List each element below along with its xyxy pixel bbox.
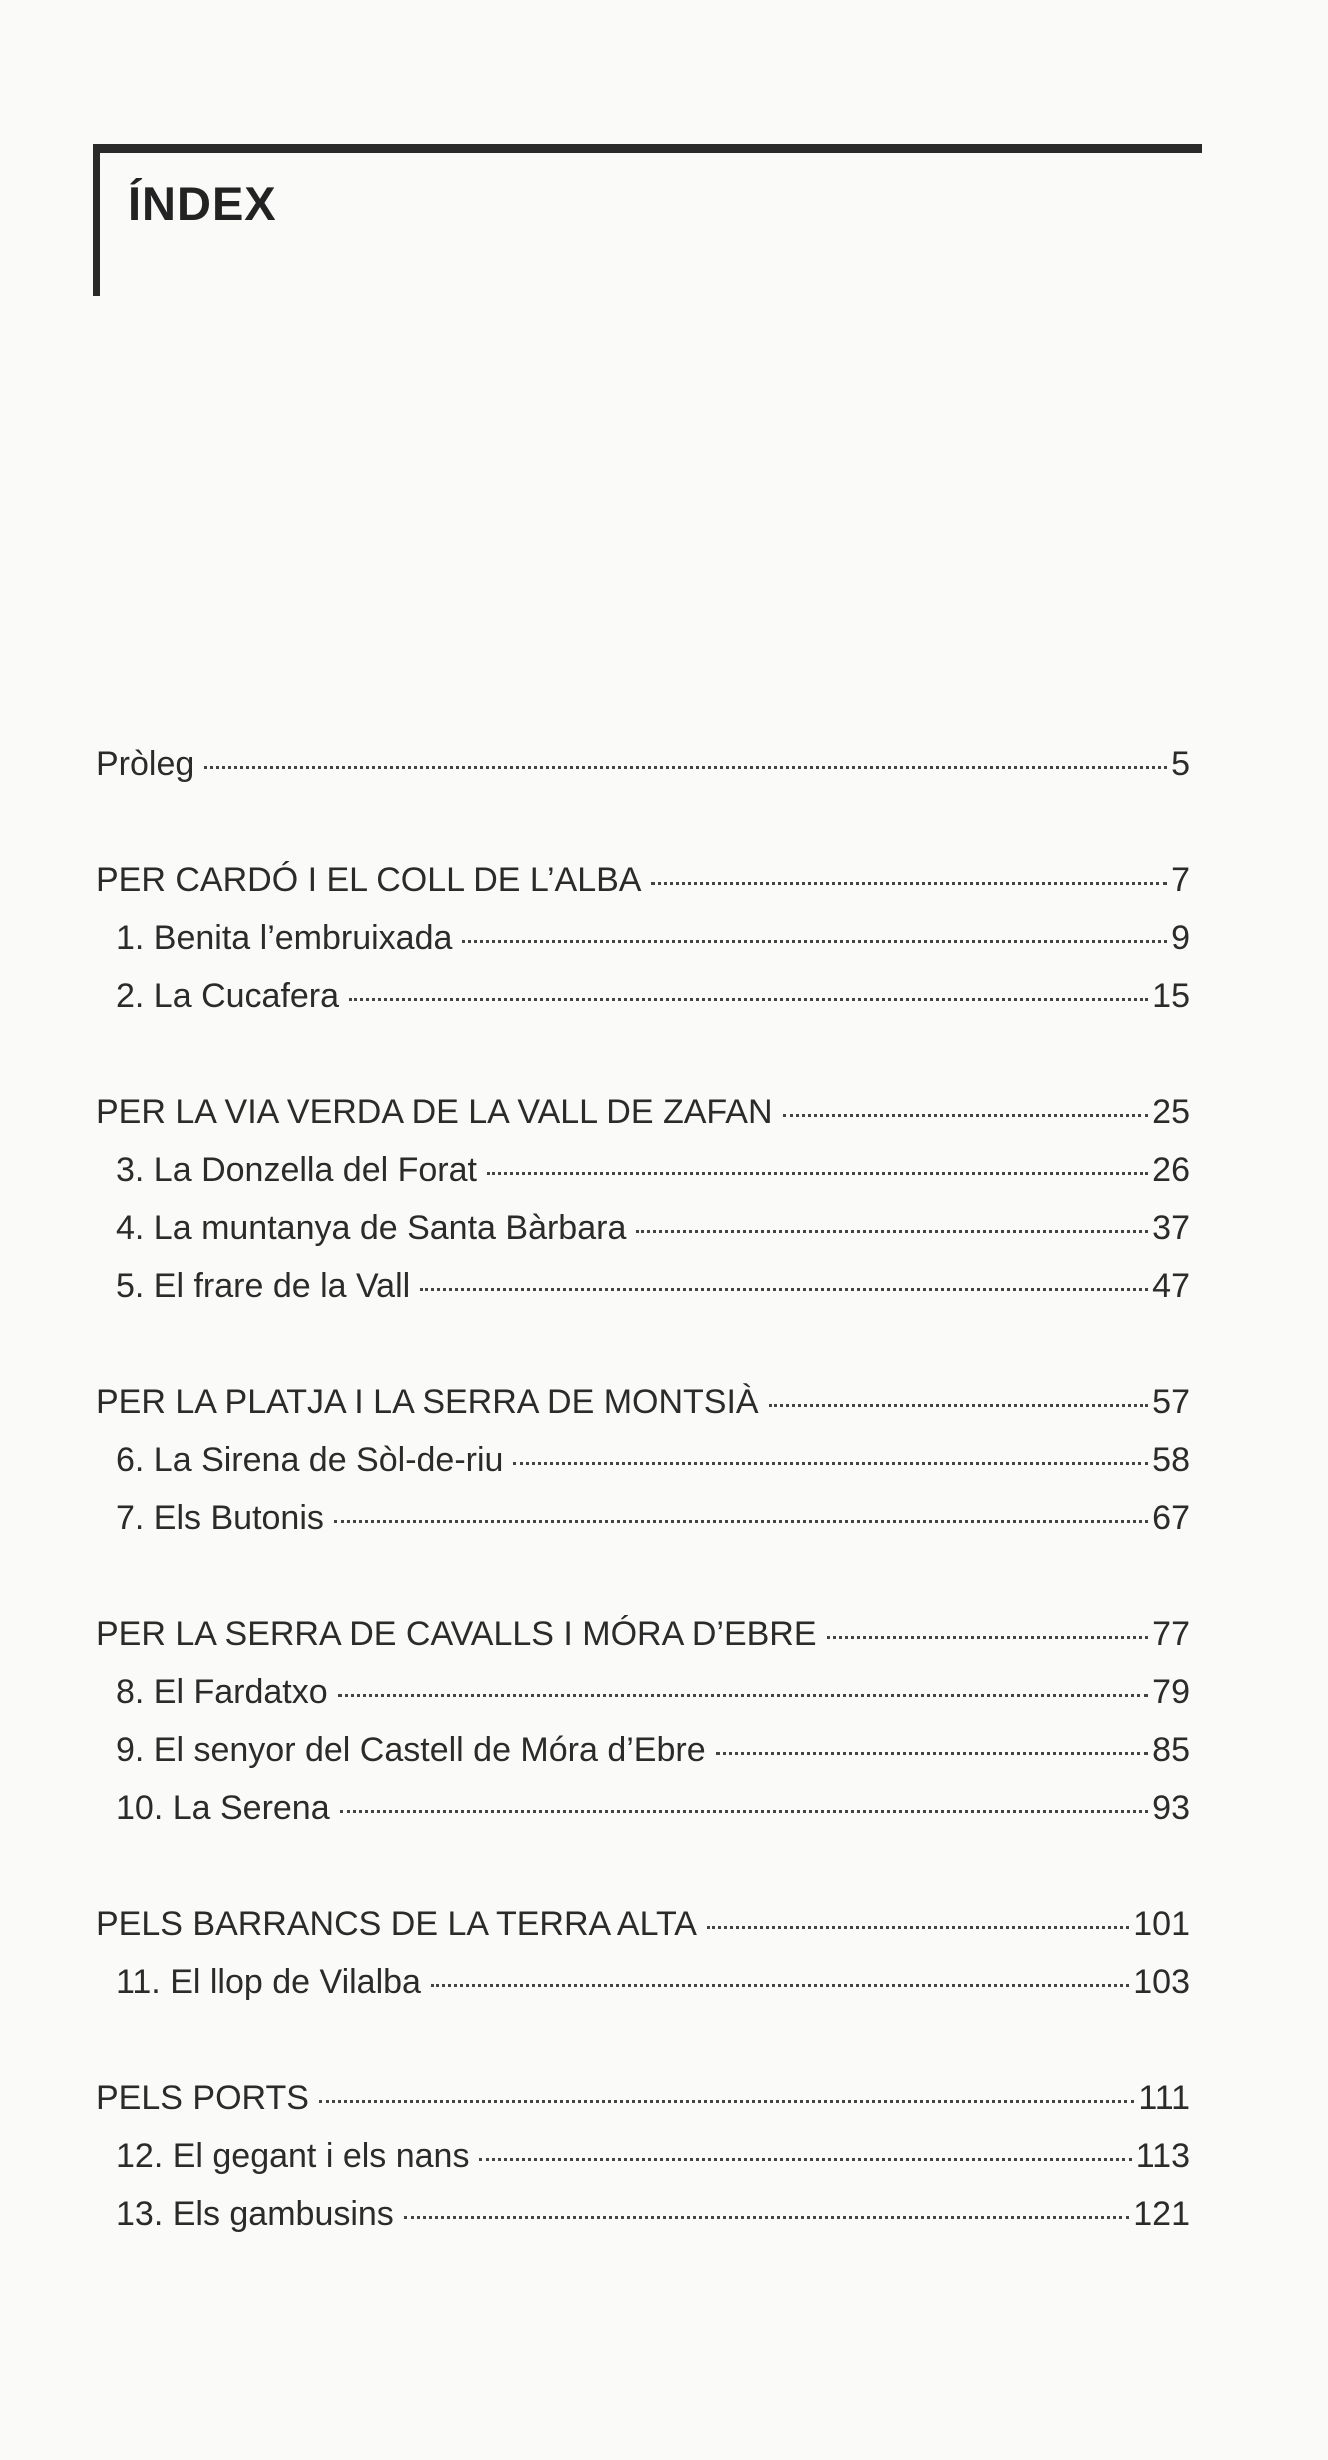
toc-entry-label: 7. Els Butonis (116, 1499, 324, 1537)
header-left-rule (93, 144, 100, 296)
toc-section-heading[interactable] (96, 1615, 1190, 1673)
toc-entry-page-number: 103 (1133, 1963, 1190, 2001)
toc-entry-page-number: 93 (1152, 1789, 1190, 1827)
toc-entry-label: 12. El gegant i els nans (116, 2137, 470, 2175)
toc-entry[interactable] (96, 2137, 1190, 2195)
toc-section-heading-label: PER LA VIA VERDA DE LA VALL DE ZAFAN (96, 1093, 773, 1131)
toc-entry-page-number: 79 (1152, 1673, 1190, 1711)
dot-leader (338, 1694, 1149, 1697)
toc-entry[interactable] (96, 1441, 1190, 1499)
table-of-contents (96, 745, 1190, 2311)
toc-entry-label: 3. La Donzella del Forat (116, 1151, 477, 1189)
dot-leader (636, 1230, 1148, 1233)
toc-entry[interactable] (96, 1731, 1190, 1789)
toc-section-heading-page-number: 7 (1171, 861, 1190, 899)
toc-section-heading-label: PELS BARRANCS DE LA TERRA ALTA (96, 1905, 697, 1943)
toc-section-heading[interactable] (96, 861, 1190, 919)
dot-leader (204, 766, 1167, 769)
toc-section-heading[interactable] (96, 745, 1190, 803)
toc-section (96, 1383, 1190, 1557)
toc-entry[interactable] (96, 1963, 1190, 2021)
toc-entry-page-number: 58 (1152, 1441, 1190, 1479)
dot-leader (707, 1926, 1129, 1929)
toc-section-heading-page-number: 111 (1138, 2079, 1190, 2117)
toc-section-heading-label: PER CARDÓ I EL COLL DE L’ALBA (96, 861, 642, 899)
dot-leader (651, 882, 1167, 885)
toc-entry-label: 5. El frare de la Vall (116, 1267, 411, 1305)
toc-section-heading-label: Pròleg (96, 745, 195, 783)
toc-entry[interactable] (96, 1789, 1190, 1847)
toc-entry[interactable] (96, 919, 1190, 977)
toc-entry-page-number: 113 (1135, 2137, 1190, 2175)
toc-section (96, 2079, 1190, 2253)
toc-entry-page-number: 85 (1152, 1731, 1190, 1769)
toc-entry-label: 11. El llop de Vilalba (116, 1963, 421, 2001)
dot-leader (769, 1404, 1149, 1407)
toc-entry[interactable] (96, 977, 1190, 1035)
toc-entry-label: 6. La Sirena de Sòl-de-riu (116, 1441, 504, 1479)
toc-entry-page-number: 15 (1152, 977, 1190, 1015)
dot-leader (334, 1520, 1148, 1523)
toc-section-heading-page-number: 25 (1152, 1093, 1190, 1131)
toc-section (96, 1905, 1190, 2021)
toc-section-heading-page-number: 5 (1171, 745, 1190, 783)
toc-section-heading[interactable] (96, 1383, 1190, 1441)
dot-leader (349, 998, 1148, 1001)
dot-leader (404, 2216, 1129, 2219)
toc-section-heading[interactable] (96, 1905, 1190, 1963)
dot-leader (513, 1462, 1148, 1465)
toc-entry-label: 13. Els gambusins (116, 2195, 394, 2233)
toc-entry[interactable] (96, 1209, 1190, 1267)
toc-entry[interactable] (96, 1267, 1190, 1325)
dot-leader (340, 1810, 1149, 1813)
dot-leader (827, 1636, 1149, 1639)
toc-entry-page-number: 37 (1152, 1209, 1190, 1247)
toc-section-heading-page-number: 77 (1152, 1615, 1190, 1653)
page-title: ÍNDEX (128, 177, 277, 230)
toc-section (96, 861, 1190, 1035)
toc-section (96, 1093, 1190, 1325)
dot-leader (431, 1984, 1129, 1987)
dot-leader (783, 1114, 1149, 1117)
toc-entry-label: 10. La Serena (116, 1789, 330, 1827)
toc-entry-page-number: 26 (1152, 1151, 1190, 1189)
toc-section-heading-label: PER LA SERRA DE CAVALLS I MÓRA D’EBRE (96, 1615, 817, 1653)
toc-entry-label: 9. El senyor del Castell de Móra d’Ebre (116, 1731, 706, 1769)
toc-section-heading-page-number: 101 (1133, 1905, 1190, 1943)
toc-entry-page-number: 9 (1171, 919, 1190, 957)
dot-leader (319, 2100, 1134, 2103)
toc-section-heading[interactable] (96, 2079, 1190, 2137)
toc-entry-label: 1. Benita l’embruixada (116, 919, 453, 957)
toc-entry-label: 8. El Fardatxo (116, 1673, 328, 1711)
toc-section (96, 1615, 1190, 1847)
toc-entry-label: 2. La Cucafera (116, 977, 340, 1015)
dot-leader (487, 1172, 1148, 1175)
toc-section-heading-page-number: 57 (1152, 1383, 1190, 1421)
toc-entry[interactable] (96, 1673, 1190, 1731)
dot-leader (420, 1288, 1148, 1291)
dot-leader (479, 2158, 1131, 2161)
toc-section-heading-label: PER LA PLATJA I LA SERRA DE MONTSIÀ (96, 1383, 759, 1421)
toc-entry-page-number: 47 (1152, 1267, 1190, 1305)
toc-entry-label: 4. La muntanya de Santa Bàrbara (116, 1209, 627, 1247)
toc-section-heading-label: PELS PORTS (96, 2079, 309, 2117)
toc-entry-page-number: 67 (1152, 1499, 1190, 1537)
toc-entry[interactable] (96, 2195, 1190, 2253)
dot-leader (716, 1752, 1149, 1755)
dot-leader (462, 940, 1167, 943)
toc-entry[interactable] (96, 1499, 1190, 1557)
toc-entry-page-number: 121 (1133, 2195, 1190, 2233)
toc-section (96, 745, 1190, 803)
toc-section-heading[interactable] (96, 1093, 1190, 1151)
header-top-rule (93, 144, 1202, 153)
toc-entry[interactable] (96, 1151, 1190, 1209)
